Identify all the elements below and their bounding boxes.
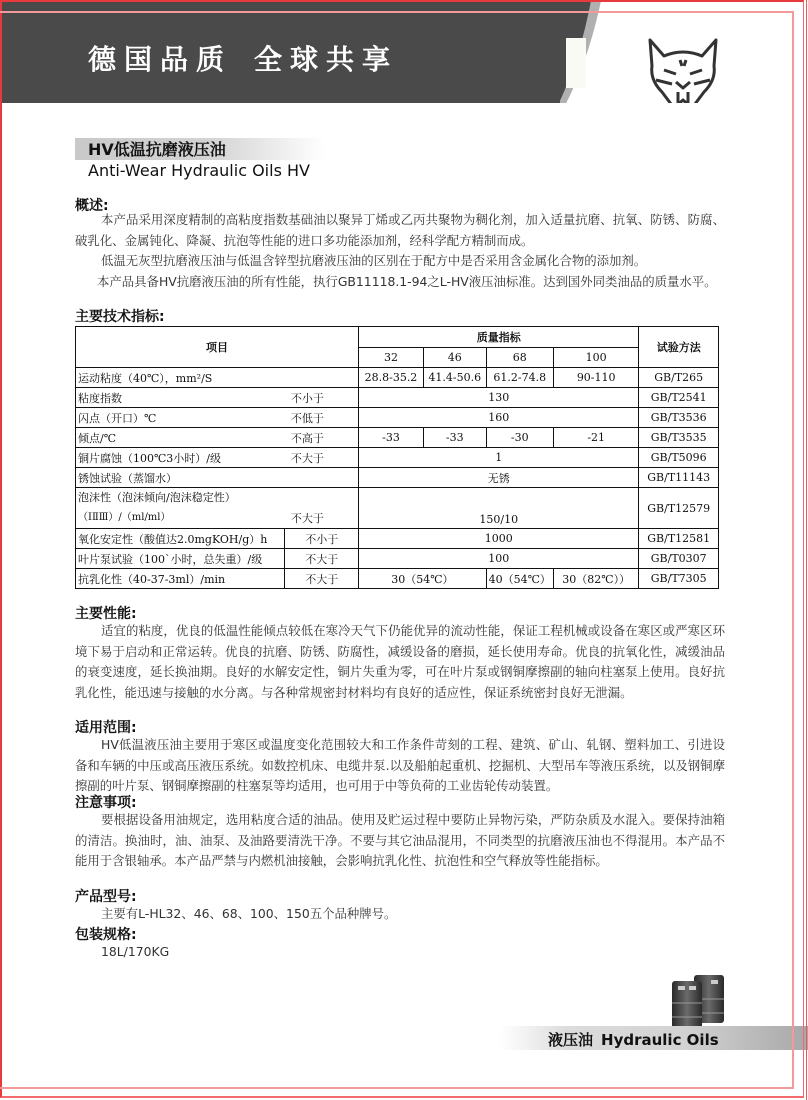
row-item: 抗乳化性（40-37-3ml）/min xyxy=(76,569,285,589)
row-limit: 不大于 xyxy=(285,488,359,529)
row-method: GB/T12581 xyxy=(639,529,719,549)
row-method: GB/T11143 xyxy=(639,468,719,488)
row-method: GB/T3535 xyxy=(639,428,719,448)
row-value: 61.2-74.8 xyxy=(486,368,553,388)
precautions-heading: 注意事项: xyxy=(75,795,137,811)
table-row xyxy=(76,428,719,448)
row-value: 30（82℃）） xyxy=(553,569,638,589)
row-item: 倾点/℃ xyxy=(76,428,285,448)
row-value: 90-110 xyxy=(553,368,638,388)
header-item: 项目 xyxy=(76,327,359,368)
specs-heading: 主要技术指标: xyxy=(75,309,165,325)
application-text: HV低温液压油主要用于寒区或温度变化范围较大和工作条件苛刻的工程、建筑、矿山、轧钢、塑料加工、引进设备和车辆的中压或高压液压系统。如数控机床、电缆井泵.以及船舶起重机、挖掘机、大型吊车等液压系统，以及钢铜摩擦副的叶片泵、钢铜摩擦副的柱塞泵等均适用，也可用于中等负荷的工业齿轮传动装置。 xyxy=(75,737,725,793)
row-item: 叶片泵试验（100`小时，总失重）/级 xyxy=(76,549,285,569)
page-frame-inner-right xyxy=(792,11,794,1089)
table-header-row xyxy=(76,327,719,348)
spec-table xyxy=(75,326,719,589)
product-title-cn: HV低温抗磨液压油 xyxy=(88,140,226,159)
row-limit: 不高于 xyxy=(285,428,359,448)
wildcat-logo-icon xyxy=(642,36,724,103)
row-item: 闪点（开口）℃ xyxy=(76,408,285,428)
row-limit: 不大于 xyxy=(285,549,359,569)
header-quality: 质量指标 xyxy=(359,327,639,348)
row-value: 100 xyxy=(359,549,639,569)
grade-cell: 68 xyxy=(486,348,553,368)
models-body xyxy=(75,904,725,925)
page-frame-right-line xyxy=(806,0,807,1100)
row-limit: 不小于 xyxy=(285,529,359,549)
footer-label-cn: 液压油 xyxy=(548,1031,594,1049)
banner-slogan xyxy=(88,38,398,78)
row-limit: 不低于 xyxy=(285,408,359,428)
row-limit xyxy=(285,468,359,488)
precautions-body xyxy=(75,810,725,872)
row-value: 1 xyxy=(359,448,639,468)
header-banner xyxy=(0,0,808,103)
row-item: 氧化安定性（酸值达2.0mgKOH/g）h xyxy=(76,529,285,549)
row-method: GB/T7305 xyxy=(639,569,719,589)
precautions-text: 要根据设备用油规定，选用粘度合适的油品。使用及贮运过程中要防止异物污染，严防杂质及水混入。要保持油箱的清洁。换油时，油、油泵、及油路要清洗干净。不要与其它油品混用，不同类型的抗磨液压油也不得混用。本产品不能用于含银轴承。本产品严禁与内燃机油接触，会影响抗乳化性、抗泡性和空气释放等性能指标。 xyxy=(75,812,725,868)
row-limit: 不大于 xyxy=(285,448,359,468)
overview-paragraph: 低温无灰型抗磨液压油与低温含锌型抗磨液压油的区别在于配方中是否采用含金属化合物的添加剂。 xyxy=(101,253,647,268)
page-frame-inner-bottom xyxy=(0,1087,794,1089)
row-value: 1000 xyxy=(359,529,639,549)
packaging-heading: 包装规格: xyxy=(75,927,137,943)
row-item: 锈蚀试验（蒸馏水） xyxy=(76,468,285,488)
logo-plate xyxy=(566,38,586,88)
row-value: -33 xyxy=(359,428,424,448)
table-row xyxy=(76,388,719,408)
row-limit: 不大于 xyxy=(285,569,359,589)
table-row xyxy=(76,488,719,529)
row-value: 160 xyxy=(359,408,639,428)
packaging-body xyxy=(75,942,725,963)
performance-text: 适宜的粘度，优良的低温性能倾点较低在寒冷天气下仍能优异的流动性能，保证工程机械或设备在寒区或严寒区环境下易于启动和正常运转。优良的抗磨、防锈、防腐性，减缓设备的磨损，延长使用寿命。优良的抗氧化性，减缓油品的衰变速度，延长换油期。良好的水解安定性，铜片失重为零，可在叶片泵或钢铜摩擦副的轴向柱塞泵上使用。良好抗乳化性，能迅速与接触的水分离。与各种常规密封材料均有良好的适应性，保证系统密封良好无泄漏。 xyxy=(75,623,725,700)
performance-heading: 主要性能: xyxy=(75,606,137,622)
application-heading: 适用范围: xyxy=(75,720,137,736)
row-value: 150/10 xyxy=(359,488,639,529)
row-value: -30 xyxy=(486,428,553,448)
header-method: 试验方法 xyxy=(639,327,719,368)
row-value: 无锈 xyxy=(359,468,639,488)
row-item: 粘度指数 xyxy=(76,388,285,408)
table-row xyxy=(76,368,719,388)
row-value: 30（54℃） xyxy=(359,569,487,589)
overview-heading: 概述: xyxy=(75,198,109,214)
grade-cell: 32 xyxy=(359,348,424,368)
row-item: 铜片腐蚀（100℃3小时）/级 xyxy=(76,448,285,468)
row-method: GB/T2541 xyxy=(639,388,719,408)
footer-label xyxy=(548,1029,719,1050)
overview-paragraph: 本产品采用深度精制的高粘度指数基础油以聚异丁烯或乙丙共聚物为稠化剂，加入适量抗磨、抗氧、防锈、防腐、破乳化、金属钝化、降凝、抗泡等性能的进口多功能添加剂，经科学配方精制而成。 xyxy=(75,212,725,248)
row-item xyxy=(76,488,285,529)
table-row xyxy=(76,549,719,569)
table-row xyxy=(76,468,719,488)
overview-body xyxy=(75,210,725,292)
row-value: -21 xyxy=(553,428,638,448)
models-heading: 产品型号: xyxy=(75,889,137,905)
table-row xyxy=(76,569,719,589)
performance-body xyxy=(75,621,725,703)
application-body xyxy=(75,735,725,797)
slogan-part-2: 全球共享 xyxy=(254,43,399,76)
row-method: GB/T0307 xyxy=(639,549,719,569)
row-value: 40（54℃） xyxy=(486,569,553,589)
product-title-en: Anti-Wear Hydraulic Oils HV xyxy=(88,161,310,180)
row-item: 运动粘度（40℃），mm²/S xyxy=(76,368,359,388)
row-method: GB/T5096 xyxy=(639,448,719,468)
grade-cell: 100 xyxy=(553,348,638,368)
table-row xyxy=(76,448,719,468)
slogan-part-1: 德国品质 xyxy=(88,43,233,76)
footer-label-en: Hydraulic Oils xyxy=(601,1031,719,1049)
row-value: 28.8-35.2 xyxy=(359,368,424,388)
row-limit: 不小于 xyxy=(285,388,359,408)
row-value: 41.4-50.6 xyxy=(423,368,486,388)
overview-paragraph: 本产品具备HV抗磨液压油的所有性能，执行GB11118.1-94之L-HV液压油标准。达到国外同类油品的质量水平。 xyxy=(97,273,717,289)
row-method: GB/T265 xyxy=(639,368,719,388)
oil-drums-icon xyxy=(668,973,728,1031)
table-row xyxy=(76,529,719,549)
grade-cell: 46 xyxy=(423,348,486,368)
row-method: GB/T12579 xyxy=(639,488,719,529)
row-value: 130 xyxy=(359,388,639,408)
row-item-line2: （ⅠⅡⅢ）/（ml/ml） xyxy=(78,512,171,523)
page-frame-inner-top xyxy=(0,11,794,13)
models-text: 主要有L-HL32、46、68、100、150五个品种牌号。 xyxy=(101,906,397,921)
table-row xyxy=(76,408,719,428)
packaging-text: 18L/170KG xyxy=(101,944,170,959)
row-item-line1: 泡沫性（泡沫倾向/泡沫稳定性） xyxy=(78,491,236,504)
row-method: GB/T3536 xyxy=(639,408,719,428)
row-value: -33 xyxy=(423,428,486,448)
